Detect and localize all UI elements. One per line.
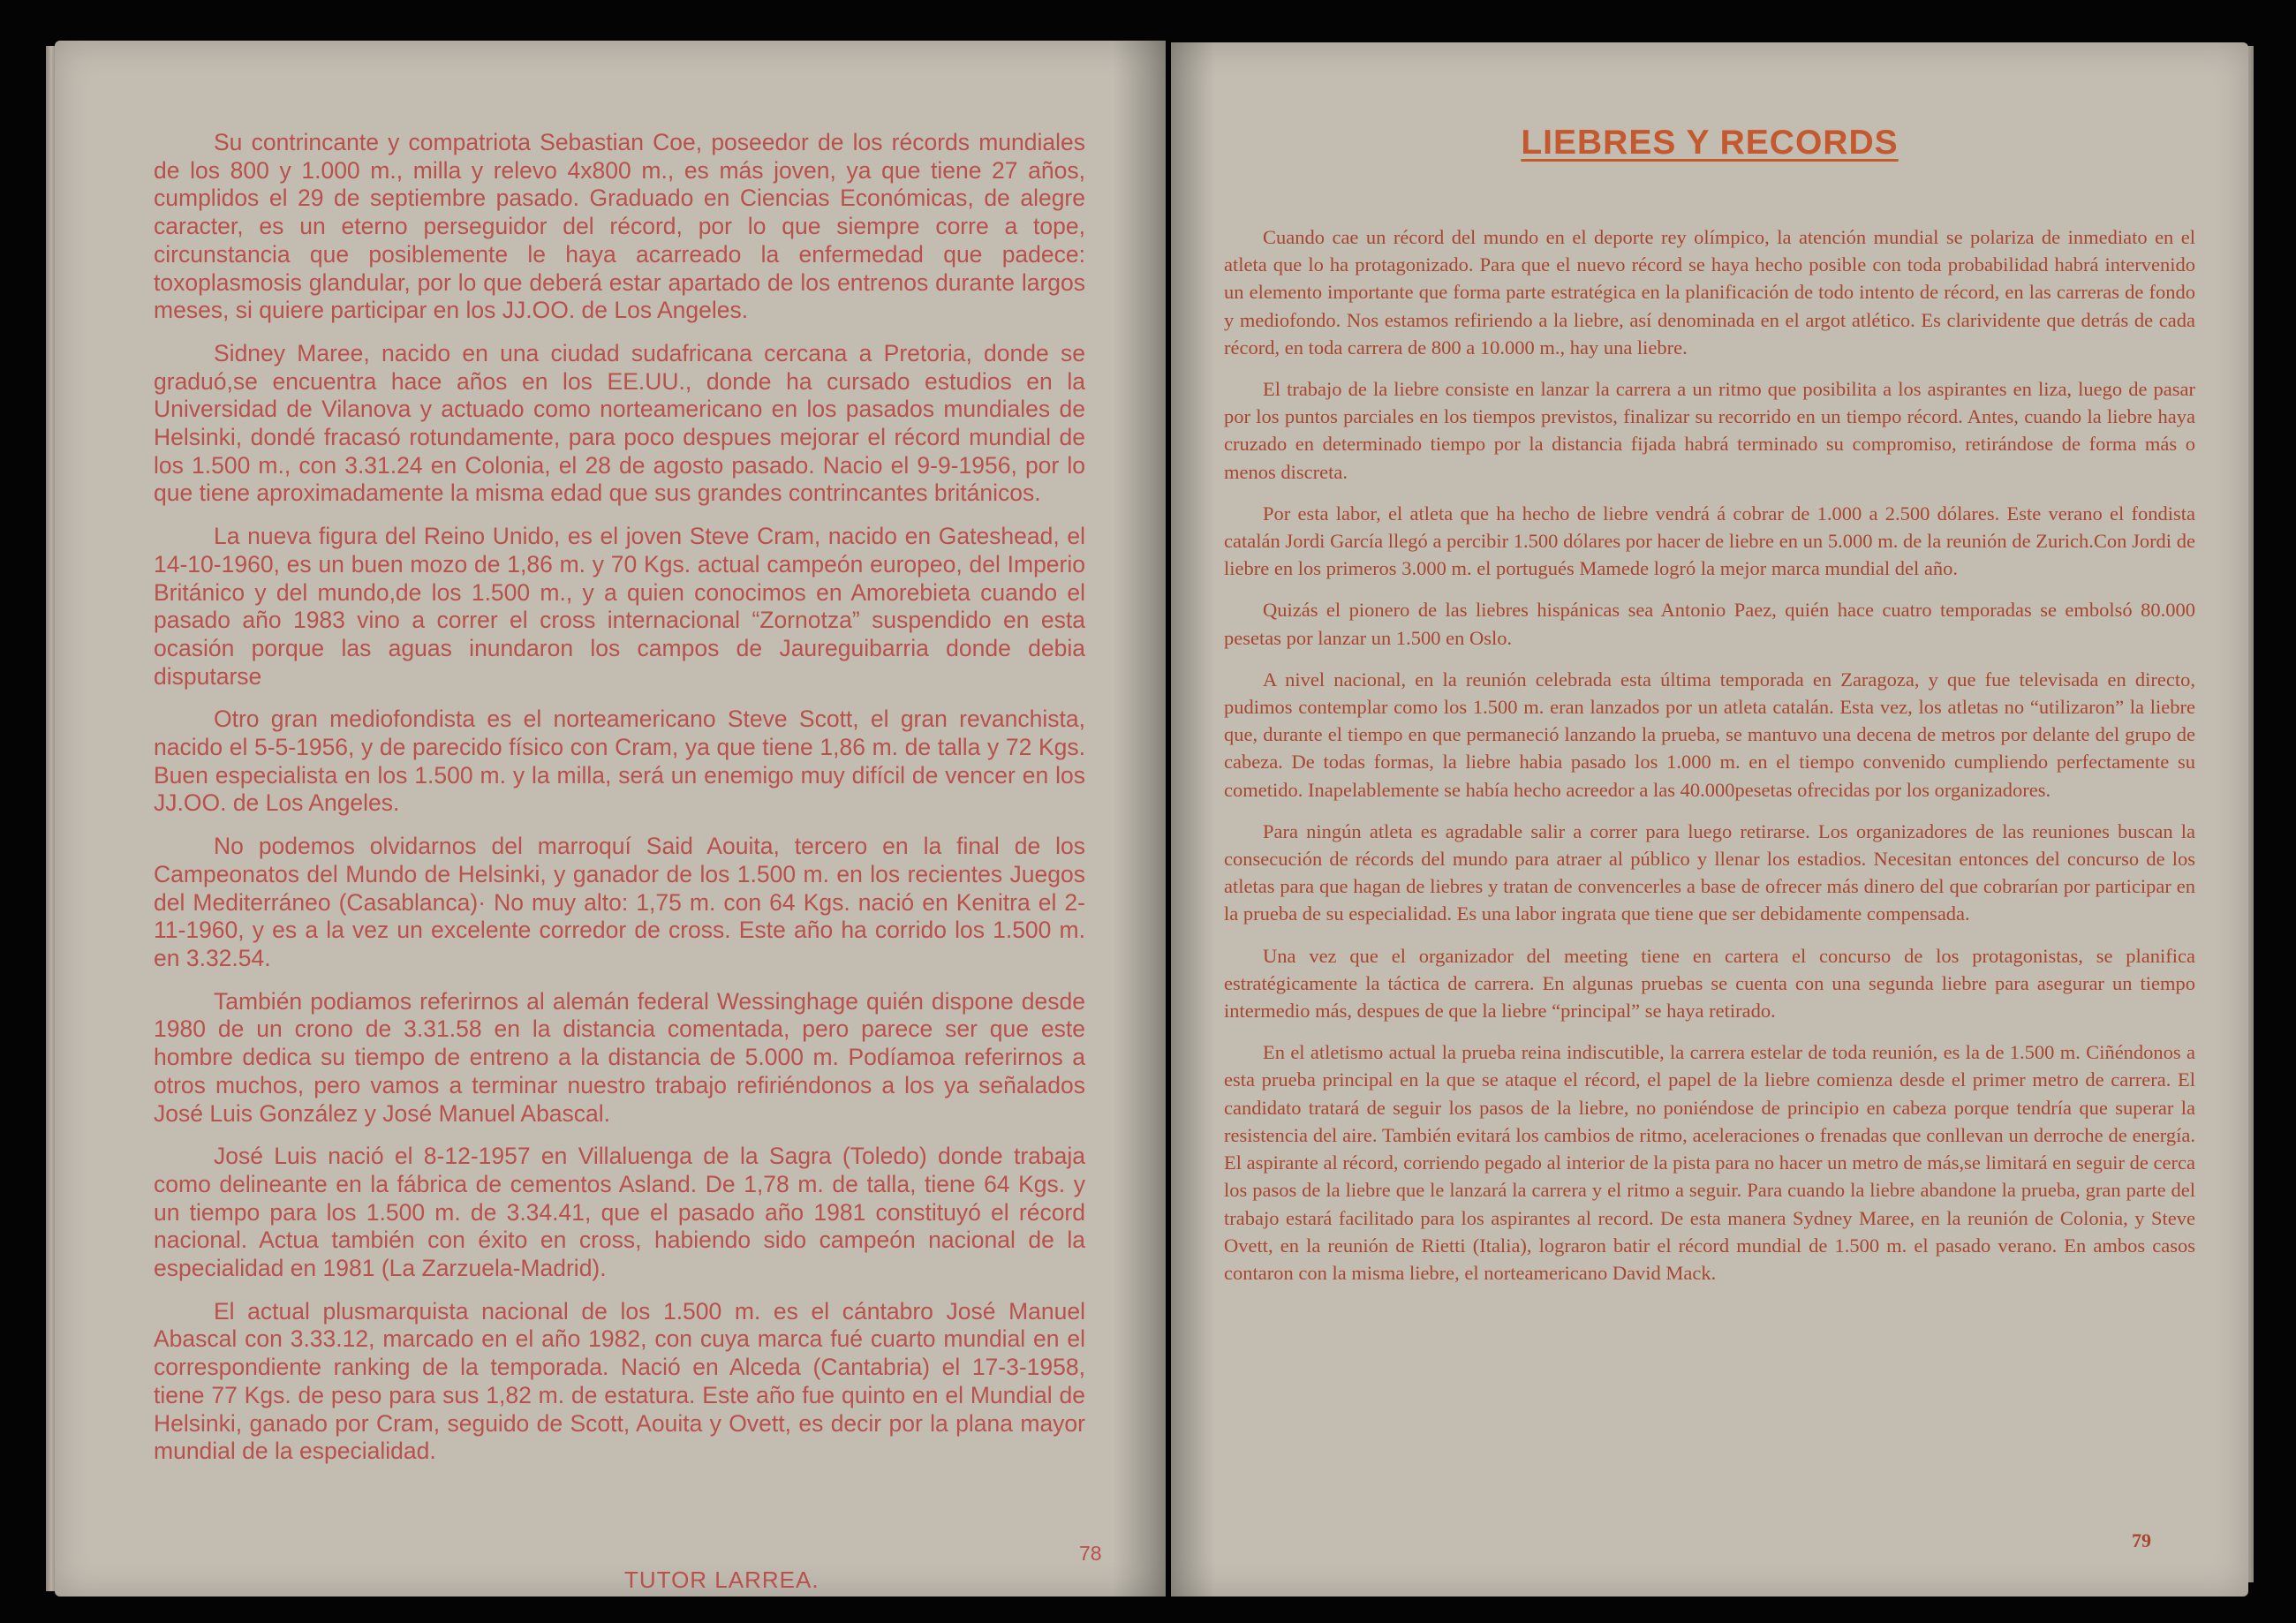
right-paragraph: En el atletismo actual la prueba reina indiscutible, la carrera estelar de toda reunión, es la de 1.500 m. Ciñéndonos a esta prueba principal en la que se ataque el récord, el papel de la liebre comienza desde el primer metro de carrera. El candidato tratará de seguir los pasos de la liebre, no poniéndose de principio en cabeza porque tendría que superar la resistencia del aire. También evitará los cambios de ritmo, aceleraciones o frenadas que conllevan un derroche de energía. El aspirante al récord, corriendo pegado al interior de la pista para no hacer un metro de más,se limitará en seguir de cerca los pasos de la liebre que le lanzará la carrera y el ritmo a seguir. Para cuando la liebre abandone la prueba, gran parte del trabajo estará facilitado para los aspirantes al record. De esta manera Sydney Maree, en la reunión de Colonia, y Steve Ovett, en la reunión de Rietti (Italia), lograron batir el récord mundial de 1.500 m. el pasado verano. En ambos casos contaron con la misma liebre, el norteamericano David Mack. xyxy=(1224,1041,2195,1284)
left-paragraph: José Luis nació el 8-12-1957 en Villaluenga de la Sagra (Toledo) donde trabaja como delineante en la fábrica de cementos Asland. De 1,78 m. de talla, tiene 64 Kgs. y un tiempo para los 1.500 m. de 3.34.41, que el pasado año 1981 constituyó el récord nacional. Actua también con éxito en cross, habiendo sido campeón nacional de la especialidad en 1981 (La Zarzuela-Madrid). xyxy=(154,1143,1085,1282)
left-paragraph: También podiamos referirnos al alemán federal Wessinghage quién dispone desde 1980 de un crono de 3.31.58 en la distancia comentada, pero parece ser que este hombre dedica su tiempo de entreno a la distancia de 5.000 m. Podíamoa referirnos a otros muchos, pero vamos a terminar nuestro trabajo refiriéndonos a los ya señalados José Luis González y José Manuel Abascal. xyxy=(154,987,1085,1127)
right-paragraph: A nivel nacional, en la reunión celebrada esta última temporada en Zaragoza, y que fue televisada en directo, pudimos contemplar como los 1.500 m. eran lanzados por un atleta catalán. Esta vez, los atletas no “utilizaron” la liebre que, durante el tiempo en que permaneció lanzando la prueba, se mantuvo una decena de metros por delante del grupo de cabeza. De todas formas, la liebre habia pasado los 1.000 m. en el tiempo convenido cumpliendo perfectamente su cometido. Inapelablemente se había hecho acreedor a las 40.000pesetas ofrecidas por los organizadores. xyxy=(1224,668,2195,801)
left-paragraph: No podemos olvidarnos del marroquí Said Aouita, tercero en la final de los Campeonatos del Mundo de Helsinki, y ganador de los 1.500 m. en los recientes Juegos del Mediterráneo (Casablanca)· No muy alto: 1,75 m. con 64 Kgs. nació en Kenitra el 2-11-1960, y es a la vez un excelente corredor de cross. Este año ha corrido los 1.500 m. en 3.32.54. xyxy=(154,833,1085,971)
author-signature: TUTOR LARREA. xyxy=(624,1566,819,1593)
left-paragraph: La nueva figura del Reino Unido, es el joven Steve Cram, nacido en Gateshead, el 14-10-1960, es un buen mozo de 1,86 m. y 70 Kgs. actual campeón europeo, del Imperio Británico y del mundo,de los 1.500 m., y a quien conocimos en Amorebieta cuando el pasado año 1983 vino a correr el cross internacional “Zornotza” suspendido en esta ocasión porque las aguas inundaron los campos de Jaureguibarria donde debia disputarse xyxy=(154,523,1085,690)
right-page xyxy=(1171,42,2248,1597)
right-paragraph: Para ningún atleta es agradable salir a correr para luego retirarse. Los organizadores de las reuniones buscan la consecución de récords del mundo para atraer al público y llenar los estadios. Necesitan entonces del concurso de los atletas para que hagan de liebres y tratan de convencerles a base de ofrecer más dinero del que cobrarían por participar en la prueba de su especialidad. Es una labor ingrata que tiene que ser debidamente compensada. xyxy=(1224,819,2195,925)
spine-shadow xyxy=(1113,41,1166,1597)
left-paragraph: El actual plusmarquista nacional de los 1.500 m. es el cántabro José Manuel Abascal con 3.33.12, marcado en el año 1982, con cuya marca fué cuarto mundial en el correspondiente ranking de la temporada. Nació en Alceda (Cantabria) el 17-3-1958, tiene 77 Kgs. de peso para sus 1,82 m. de estatura. Este año fue quinto en el Mundial de Helsinki, ganado por Cram, seguido de Scott, Aouita y Ovett, es decir por la plana mayor mundial de la especialidad. xyxy=(154,1297,1085,1465)
article-title: LIEBRES Y RECORDS xyxy=(1521,124,1899,162)
left-paragraph: Sidney Maree, nacido en una ciudad sudafricana cercana a Pretoria, donde se graduó,se encuentra hace años en los EE.UU., donde ha cursado estudios en la Universidad de Vilanova y actuado como norteamericano en los pasados mundiales de Helsinki, dondé fracasó rotundamente, para poco despues mejorar el récord mundial de los 1.500 m., con 3.31.24 en Colonia, el 28 de agosto pasado. Nacio el 9-9-1956, por lo que tiene aproximadamente la misma edad que sus grandes contrincantes británicos. xyxy=(154,339,1085,507)
left-page xyxy=(55,41,1166,1597)
right-paragraph: Por esta labor, el atleta que ha hecho de liebre vendrá á cobrar de 1.000 a 2.500 dólares. Este verano el fondista catalán Jordi García llegó a percibir 1.500 dólares por hacer de liebre en un 5.000 m. de la reunión de Zurich.Con Jordi de liebre en los primeros 3.000 m. el portugués Mamede logró la mejor marca mundial del año. xyxy=(1224,502,2195,580)
spine-shadow xyxy=(1171,42,1215,1597)
left-page-body xyxy=(154,129,1085,1481)
right-paragraph: Cuando cae un récord del mundo en el deporte rey olímpico, la atención mundial se polariza de inmediato en el atleta que lo ha protagonizado. Para que el nuevo récord se haya hecho posible con toda probabilidad habrá intervenido un elemento importante que forma parte estratégica en la planificación de todo intento de récord, en las carreras de fondo y mediofondo. Nos estamos refiriendo a la liebre, así denominada en el argot atlético. Es clarividente que detrás de cada récord, en toda carrera de 800 a 10.000 m., hay una liebre. xyxy=(1224,226,2195,359)
right-page-body xyxy=(1224,223,2195,1301)
page-number: 79 xyxy=(2132,1529,2151,1551)
right-paragraph: Quizás el pionero de las liebres hispánicas sea Antonio Paez, quién hace cuatro temporadas se embolsó 80.000 pesetas por lanzar un 1.500 en Oslo. xyxy=(1224,599,2195,649)
right-paragraph: Una vez que el organizador del meeting tiene en cartera el concurso de los protagonistas, se planifica estratégicamente la táctica de carrera. En algunas pruebas se cuenta con una segunda liebre para asegurar un tiempo intermedio más, despues de que la liebre “principal” se haya retirado. xyxy=(1224,944,2195,1023)
left-paragraph: Su contrincante y compatriota Sebastian Coe, poseedor de los récords mundiales de los 800 y 1.000 m., milla y relevo 4x800 m., es más joven, ya que tiene 27 años, cumplidos el 29 de septiembre pasado. Graduado en Ciencias Económicas, de alegre caracter, es un eterno perseguidor del récord, por lo que siempre corre a tope, circunstancia que posiblemente le haya acarreado la enfermedad que padece: toxoplasmosis glandular, por lo que deberá estar apartado de los entrenos durante largos meses, si quiere participar en los JJ.OO. de Los Angeles. xyxy=(154,129,1085,324)
right-paragraph: El trabajo de la liebre consiste en lanzar la carrera a un ritmo que posibilita a los aspirantes en liza, luego de pasar por los puntos parciales en los tiempos previstos, finalizar su recorrido en un tiempo récord. Antes, cuando la liebre haya cruzado en determinado tiempo por la distancia fijada habrá terminado su compromiso, retirándose de forma más o menos discreta. xyxy=(1224,378,2195,483)
page-number: 78 xyxy=(1079,1542,1102,1565)
left-paragraph: Otro gran mediofondista es el norteamericano Steve Scott, el gran revanchista, nacido el 5-5-1956, y de parecido físico con Cram, ya que tiene 1,86 m. de talla y 72 Kgs. Buen especialista en los 1.500 m. y la milla, será un enemigo muy difícil de vencer en los JJ.OO. de Los Angeles. xyxy=(154,706,1085,817)
